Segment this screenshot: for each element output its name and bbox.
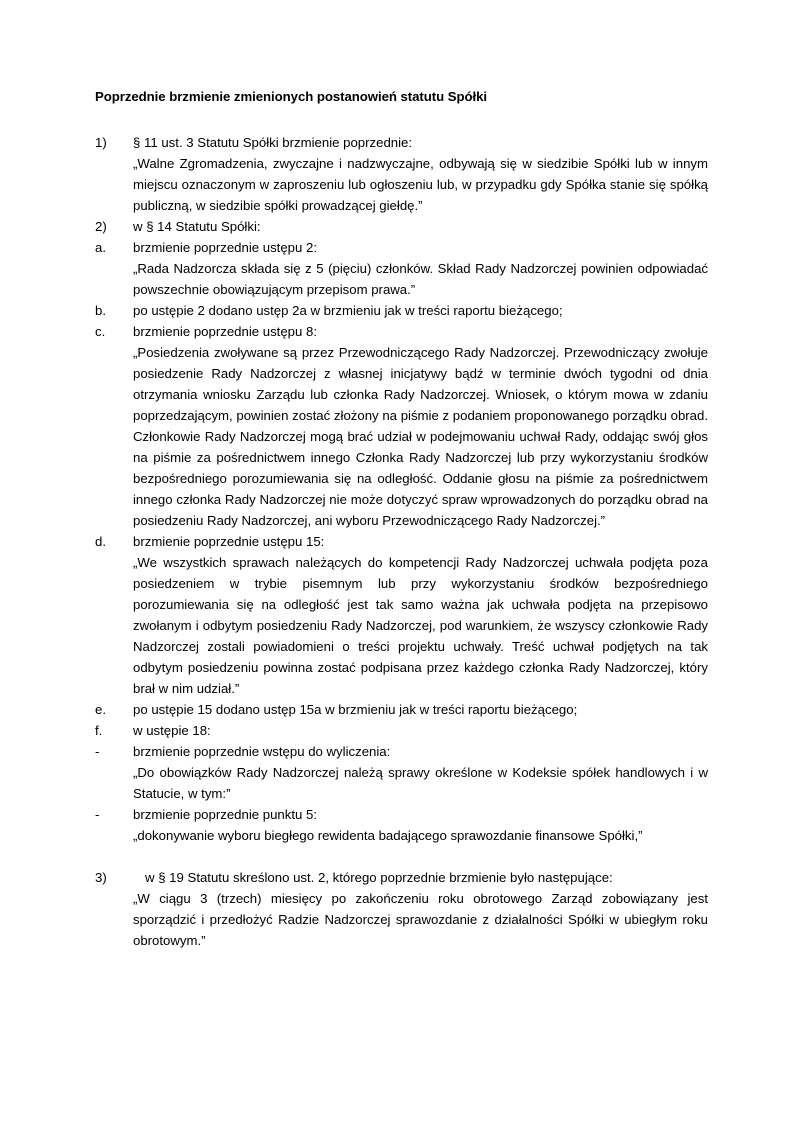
list-item-marker: e. — [95, 702, 106, 717]
list-item — [95, 741, 708, 804]
list-item — [95, 531, 708, 699]
list-item-marker: - — [95, 807, 100, 822]
list-item-body: „dokonywanie wyboru biegłego rewidenta badającego sprawozdanie finansowe Spółki,” — [133, 828, 643, 843]
list-item — [95, 237, 708, 300]
list-item — [95, 216, 708, 237]
list-item — [95, 132, 708, 216]
list-item-heading: brzmienie poprzednie ustępu 2: — [133, 240, 318, 255]
list-item-heading: brzmienie poprzednie punktu 5: — [133, 807, 318, 822]
list-item-body: „W ciągu 3 (trzech) miesięcy po zakończeniu roku obrotowego Zarząd zobowiązany jest sporządzić i przedłożyć Radzie Nadzorczej sprawozdanie z działalności Spółki w ubiegłym roku obrotowym.” — [133, 891, 708, 948]
section-spacer — [95, 846, 708, 867]
list-item-heading: w § 19 Statutu skreślono ust. 2, którego poprzednie brzmienie było następujące: — [145, 870, 613, 885]
list-item-body: „Do obowiązków Rady Nadzorczej należą sprawy określone w Kodeksie spółek handlowych i w Statucie, w tym:” — [133, 765, 708, 801]
list-item-marker: d. — [95, 534, 106, 549]
list-item-heading: w § 14 Statutu Spółki: — [133, 219, 261, 234]
page-title: Poprzednie brzmienie zmienionych postanowień statutu Spółki — [95, 89, 487, 104]
list-item-heading: brzmienie poprzednie ustępu 8: — [133, 324, 318, 339]
document-body — [95, 132, 708, 951]
list-item-body: „Rada Nadzorcza składa się z 5 (pięciu) członków. Skład Rady Nadzorczej powinien odpowiadać powszechnie obowiązującym przepisom prawa.” — [133, 261, 708, 297]
list-item-heading: w ustępie 18: — [133, 723, 211, 738]
list-item-marker: 1) — [95, 135, 107, 150]
list-item-marker: 2) — [95, 219, 107, 234]
list-item-heading: brzmienie poprzednie wstępu do wyliczenia: — [133, 744, 391, 759]
list-item-heading: § 11 ust. 3 Statutu Spółki brzmienie poprzednie: — [133, 135, 413, 150]
list-item-marker: a. — [95, 240, 106, 255]
list-item-body: „Walne Zgromadzenia, zwyczajne i nadzwyczajne, odbywają się w siedzibie Spółki lub w innym miejscu oznaczonym w zaproszeniu lub ogłoszeniu lub, w przypadku gdy Spółka stanie się spółką publiczną, w siedzibie spółki prowadzącej giełdę.” — [133, 156, 708, 213]
list-item-heading: po ustępie 2 dodano ustęp 2a w brzmieniu jak w treści raportu bieżącego; — [133, 303, 563, 318]
list-item — [95, 300, 708, 321]
list-item-heading: po ustępie 15 dodano ustęp 15a w brzmieniu jak w treści raportu bieżącego; — [133, 702, 578, 717]
list-item-body: „We wszystkich sprawach należących do kompetencji Rady Nadzorczej uchwała podjęta poza posiedzeniem w trybie pisemnym lub przy wykorzystaniu środków bezpośredniego porozumiewania się na odległość jest tak samo ważna jak uchwała podjęta na przepisowo zwołanym i odbytym posiedzeniu Rady Nadzorczej, pod warunkiem, że wszyscy członkowie Rady Nadzorczej zostali powiadomieni o treści projektu uchwały. Treść uchwał podjętych na tak odbytym posiedzeniu powinna zostać podpisana przez każdego członka Rady Nadzorczej, który brał w nim udział.” — [133, 555, 708, 696]
list-item — [95, 699, 708, 720]
list-item — [95, 867, 708, 951]
list-item-marker: c. — [95, 324, 106, 339]
list-item — [95, 720, 708, 741]
list-item-marker: 3) — [95, 870, 107, 885]
list-item-marker: b. — [95, 303, 106, 318]
list-item — [95, 321, 708, 531]
list-item-marker: f. — [95, 723, 103, 738]
list-item-heading: brzmienie poprzednie ustępu 15: — [133, 534, 325, 549]
list-item — [95, 804, 708, 846]
list-item-body: „Posiedzenia zwoływane są przez Przewodniczącego Rady Nadzorczej. Przewodniczący zwołuje posiedzenie Rady Nadzorczej z własnej inicjatywy bądź w terminie dwóch tygodni od dnia otrzymania wniosku Zarządu lub członka Rady Nadzorczej. Wniosek, o którym mowa w zdaniu poprzedzającym, powinien zostać złożony na piśmie z podaniem proponowanego porządku obrad. Członkowie Rady Nadzorczej mogą brać udział w podejmowaniu uchwał Rady, oddając swój głos na piśmie za pośrednictwem innego Członka Rady Nadzorczej lub przy wykorzystaniu środków bezpośredniego porozumiewania się na odległość. Oddanie głosu na piśmie za pośrednictwem innego członka Rady Nadzorczej nie może dotyczyć spraw wprowadzonych do porządku obrad na posiedzeniu Rady Nadzorczej, ani wyboru Przewodniczącego Rady Nadzorczej.” — [133, 345, 708, 528]
list-item-marker: - — [95, 744, 100, 759]
